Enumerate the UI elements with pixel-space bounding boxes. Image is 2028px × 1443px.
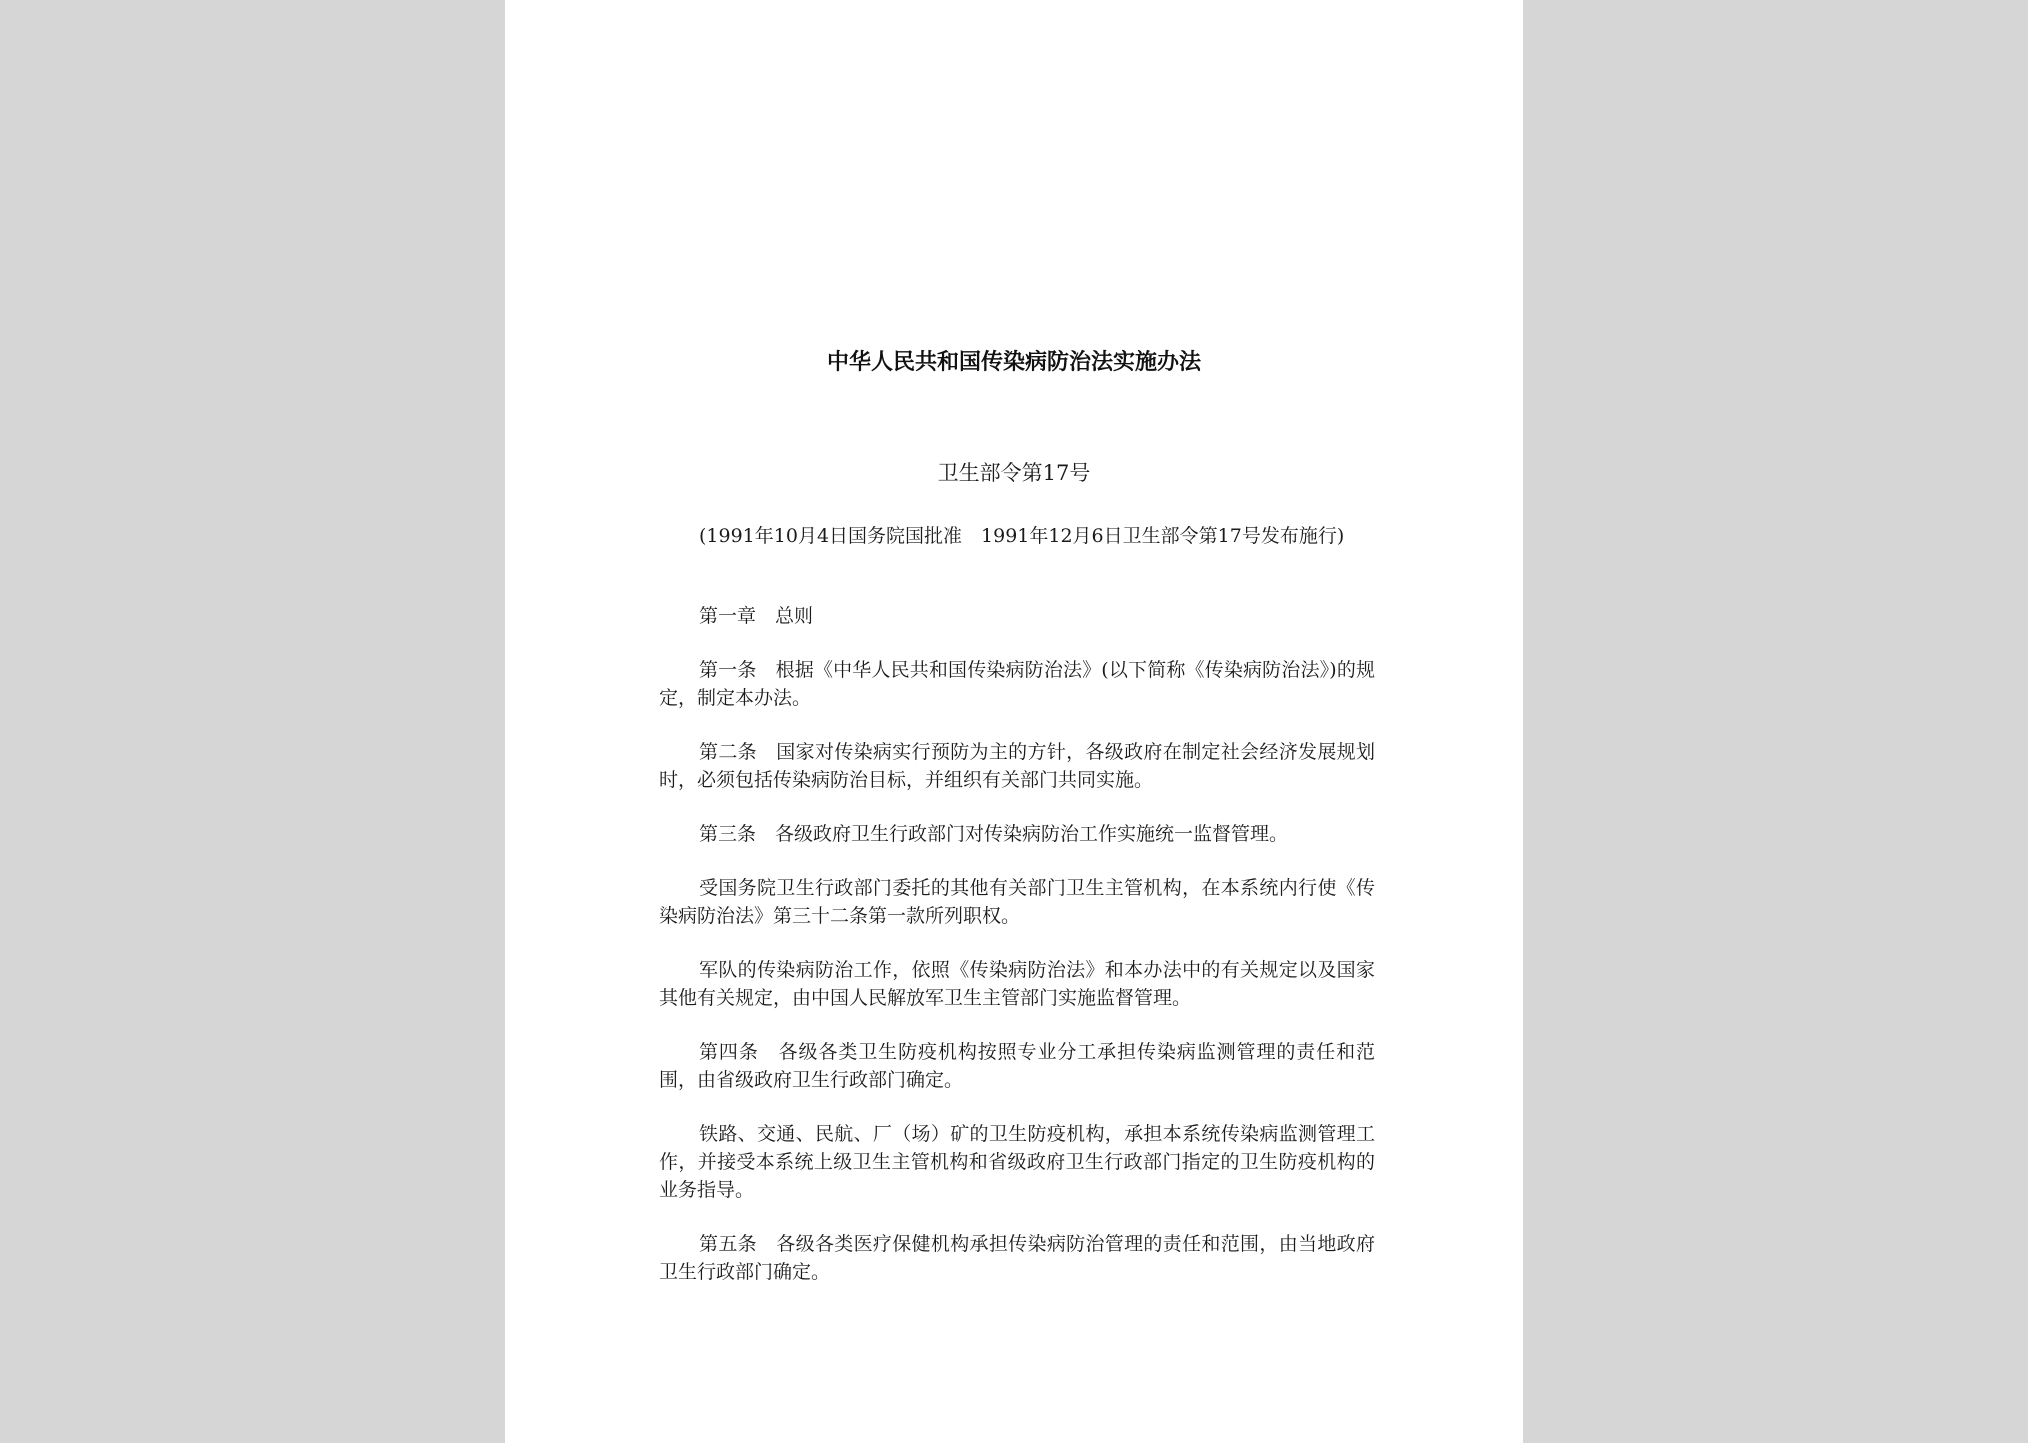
article-paragraph: 第四条 各级各类卫生防疫机构按照专业分工承担传染病监测管理的责任和范围，由省级政府卫生行政部门确定。	[659, 1041, 1375, 1091]
article-paragraph: 第五条 各级各类医疗保健机构承担传染病防治管理的责任和范围，由当地政府卫生行政部门确定。	[659, 1233, 1375, 1283]
document-body	[659, 522, 1375, 1286]
article-paragraph: 第一条 根据《中华人民共和国传染病防治法》(以下简称《传染病防治法》)的规定，制定本办法。	[659, 659, 1375, 709]
document-subtitle: 卫生部令第17号	[937, 461, 1091, 485]
article-paragraph: 第二条 国家对传染病实行预防为主的方针，各级政府在制定社会经济发展规划时，必须包括传染病防治目标，并组织有关部门共同实施。	[659, 741, 1375, 791]
document-page	[505, 0, 1523, 1443]
document-title: 中华人民共和国传染病防治法实施办法	[826, 350, 1201, 375]
publication-note: (1991年10月4日国务院国批准 1991年12月6日卫生部令第17号发布施行)	[699, 525, 1345, 547]
article-paragraph: 军队的传染病防治工作，依照《传染病防治法》和本办法中的有关规定以及国家其他有关规定，由中国人民解放军卫生主管部门实施监督管理。	[659, 959, 1375, 1009]
article-paragraph: 铁路、交通、民航、厂（场）矿的卫生防疫机构，承担本系统传染病监测管理工作，并接受本系统上级卫生主管机构和省级政府卫生行政部门指定的卫生防疫机构的业务指导。	[659, 1123, 1375, 1201]
chapter-heading: 第一章 总则	[699, 605, 814, 627]
article-paragraph: 受国务院卫生行政部门委托的其他有关部门卫生主管机构，在本系统内行使《传染病防治法》第三十二条第一款所列职权。	[659, 877, 1375, 927]
article-paragraph: 第三条 各级政府卫生行政部门对传染病防治工作实施统一监督管理。	[699, 823, 1289, 845]
